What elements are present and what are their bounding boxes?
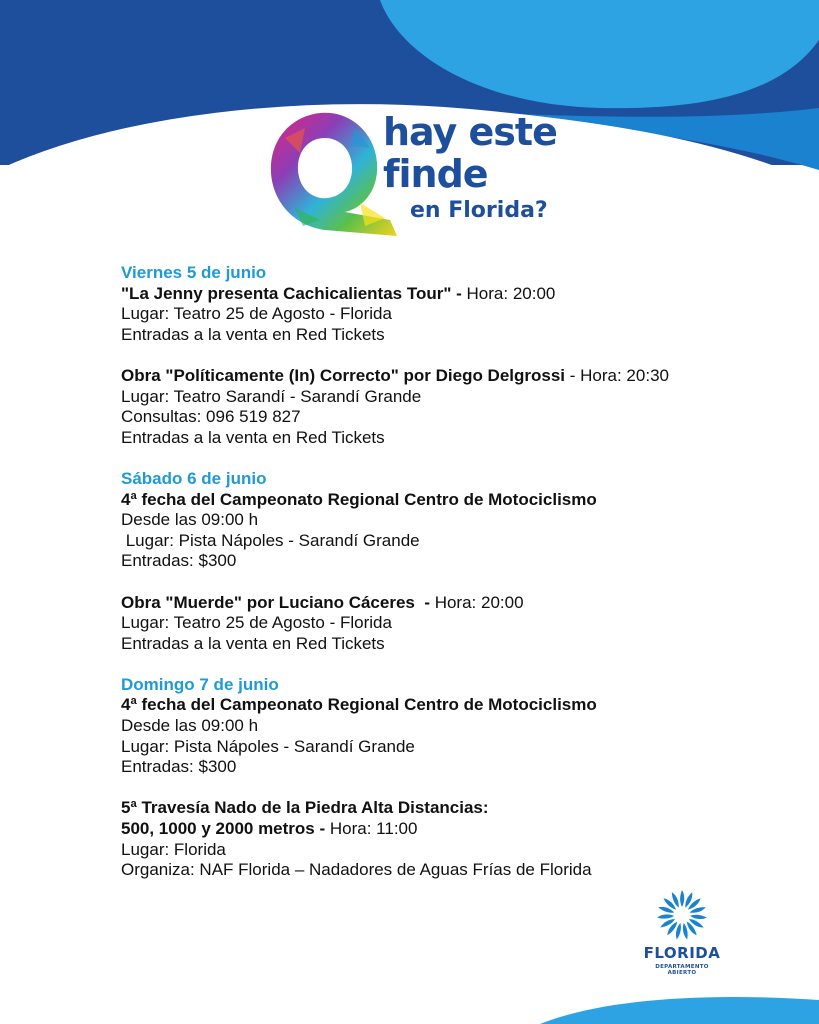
day-label-saturday: Sábado 6 de junio <box>121 468 267 488</box>
event-time: Hora: 20:00 <box>466 283 556 303</box>
title-line-1: hay este <box>383 110 557 154</box>
event-detail: Lugar: Pista Nápoles - Sarandí Grande <box>121 530 420 550</box>
event-detail: Entradas a la venta en Red Tickets <box>121 633 385 653</box>
event-detail: Organiza: NAF Florida – Nadadores de Aguas Frías de Florida <box>121 860 592 880</box>
event-title: 4ª fecha del Campeonato Regional Centro de Motociclismo <box>121 489 597 509</box>
event-detail: Entradas a la venta en Red Tickets <box>121 324 385 344</box>
event-title-lead: 5ª Travesía Nado de la Piedra Alta Distancias: <box>121 798 489 818</box>
sun-burst-icon <box>640 888 724 944</box>
event-detail: Entradas: $300 <box>121 551 237 571</box>
event-detail: Entradas a la venta en Red Tickets <box>121 427 385 447</box>
event-detail: Lugar: Teatro 25 de Agosto - Florida <box>121 613 392 633</box>
event-title: Obra "Muerde" por Luciano Cáceres <box>121 592 420 612</box>
event-header <box>121 284 761 305</box>
event-detail: Desde las 09:00 h <box>121 510 259 530</box>
event-detail: Entradas: $300 <box>121 757 237 777</box>
florida-logo <box>640 888 724 978</box>
florida-logo-subtitle: DEPARTAMENTO ABIERTO <box>655 964 709 976</box>
event-time: Hora: 20:00 <box>434 592 524 612</box>
title-line-2: finde <box>383 152 488 196</box>
event-time: Hora: 20:30 <box>580 365 669 385</box>
event-title: Obra "Políticamente (In) Correcto" por Diego Delgrossi <box>121 365 566 385</box>
event-detail: Lugar: Pista Nápoles - Sarandí Grande <box>121 736 415 756</box>
day-label-sunday: Domingo 7 de junio <box>121 674 279 694</box>
event-separator: - <box>451 283 467 303</box>
event-title: 4ª fecha del Campeonato Regional Centro de Motociclismo <box>121 695 597 715</box>
event-separator: - <box>565 365 581 385</box>
event-time: Hora: 11:00 <box>329 819 418 839</box>
day-label-friday: Viernes 5 de junio <box>121 263 267 282</box>
event-header <box>121 366 761 387</box>
event-separator: - <box>419 592 435 612</box>
event-title: "La Jenny presenta Cachicalientas Tour" <box>121 283 452 303</box>
header-title-block <box>265 108 585 248</box>
event-list <box>121 263 761 881</box>
event-detail: Lugar: Teatro Sarandí - Sarandí Grande <box>121 386 422 406</box>
event-header <box>121 593 761 614</box>
event-separator: - <box>314 819 330 839</box>
florida-logo-name: FLORIDA <box>643 944 721 962</box>
event-detail: Lugar: Teatro 25 de Agosto - Florida <box>121 304 392 324</box>
event-header <box>121 819 761 840</box>
event-title: 500, 1000 y 2000 metros <box>121 819 315 839</box>
title-line-3: en Florida? <box>410 198 548 223</box>
event-detail: Desde las 09:00 h <box>121 716 259 736</box>
event-detail: Lugar: Florida <box>121 839 226 859</box>
event-detail: Consultas: 096 519 827 <box>121 407 301 427</box>
